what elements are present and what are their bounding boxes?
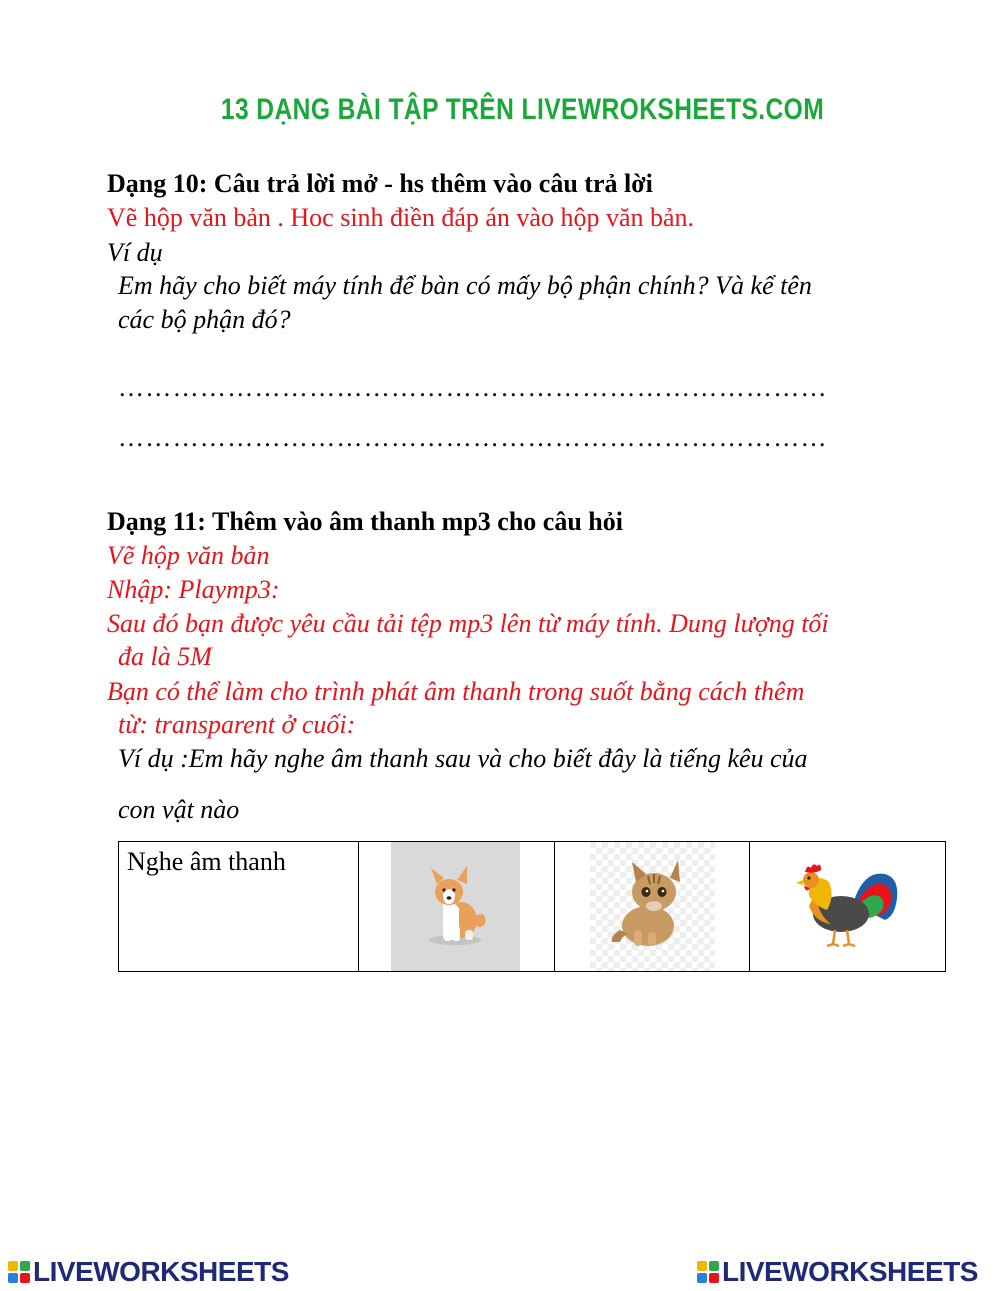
section-10-instruction: Vẽ hộp văn bản . Hoc sinh điền đáp án vào hộp văn bản. bbox=[107, 203, 695, 232]
section-11-step-3-line-2: đa là 5M bbox=[118, 642, 212, 671]
section-10-question-line-2: các bộ phận đó? bbox=[118, 305, 291, 334]
rooster-cell[interactable] bbox=[749, 842, 945, 972]
section-11-step-4-line-2: từ: transparent ở cuối: bbox=[118, 710, 356, 739]
section-10-example-label: Ví dụ bbox=[107, 238, 163, 267]
dog-cell[interactable] bbox=[359, 842, 554, 972]
page-title: 13 DẠNG BÀI TẬP TRÊN LIVEWROKSHEETS.COM bbox=[220, 93, 825, 126]
animal-sound-table bbox=[118, 841, 946, 972]
section-11-example-line-1: Ví dụ :Em hãy nghe âm thanh sau và cho biết đây là tiếng kêu của bbox=[118, 744, 808, 773]
section-10-heading: Dạng 10: Câu trả lời mở - hs thêm vào câu trả lời bbox=[107, 169, 653, 198]
cat-image bbox=[590, 842, 715, 971]
section-11-heading: Dạng 11: Thêm vào âm thanh mp3 cho câu hỏi bbox=[107, 507, 623, 536]
answer-line-2[interactable]: …………………………………………………………………… bbox=[118, 423, 828, 452]
cat-cell[interactable] bbox=[554, 842, 749, 972]
logo-blocks-icon bbox=[697, 1261, 719, 1283]
dog-image bbox=[391, 842, 520, 971]
logo-text-right: LIVEWORKSHEETS bbox=[722, 1256, 978, 1287]
footer-logo-right[interactable] bbox=[697, 1255, 978, 1289]
section-11-step-2: Nhập: Playmp3: bbox=[107, 575, 280, 604]
footer-logo-left[interactable] bbox=[8, 1255, 289, 1289]
logo-text-left: LIVEWORKSHEETS bbox=[33, 1256, 289, 1287]
section-10-question-line-1: Em hãy cho biết máy tính để bàn có mấy bộ phận chính? Và kể tên bbox=[118, 271, 812, 300]
section-11-step-3-line-1: Sau đó bạn được yêu cầu tải tệp mp3 lên từ máy tính. Dung lượng tối bbox=[107, 609, 829, 638]
logo-blocks-icon bbox=[8, 1261, 30, 1283]
answer-line-1[interactable]: …………………………………………………………………… bbox=[118, 373, 828, 402]
section-11-step-1: Vẽ hộp văn bản bbox=[107, 541, 270, 570]
sound-cell[interactable] bbox=[119, 842, 359, 972]
listen-sound-label: Nghe âm thanh bbox=[127, 847, 286, 876]
rooster-image bbox=[795, 864, 900, 949]
section-11-example-line-2: con vật nào bbox=[118, 795, 240, 824]
section-11-step-4-line-1: Bạn có thể làm cho trình phát âm thanh trong suốt bằng cách thêm bbox=[107, 677, 805, 706]
